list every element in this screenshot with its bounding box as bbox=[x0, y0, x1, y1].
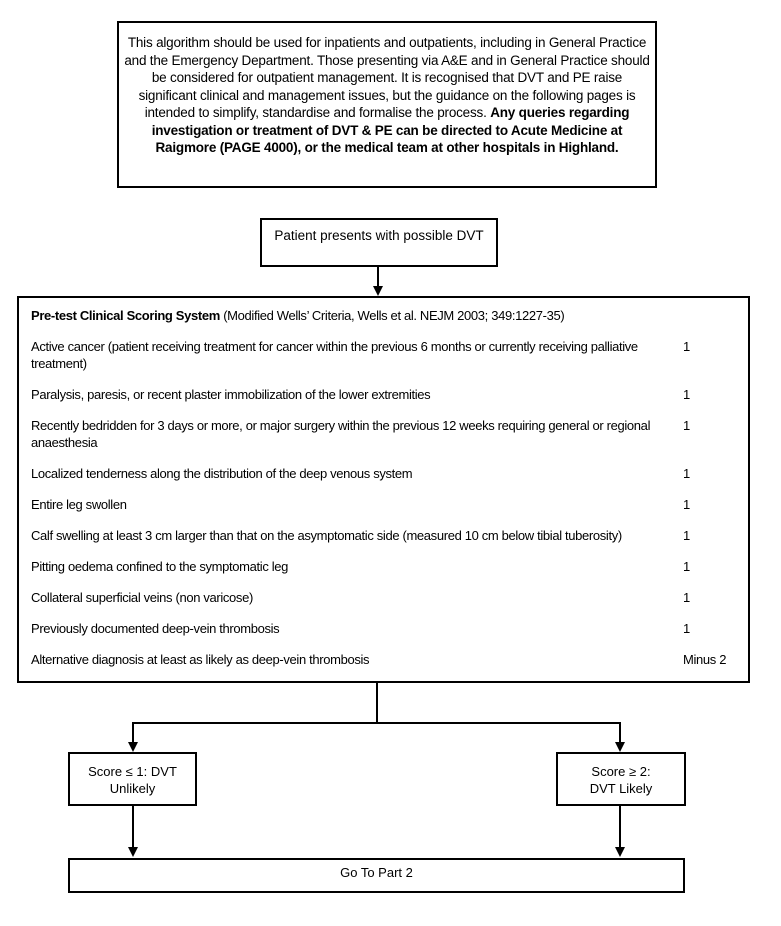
criterion-text: Entire leg swollen bbox=[31, 497, 127, 512]
arrow-likely-to-goto-head bbox=[615, 847, 625, 857]
criterion-text: Collateral superficial veins (non varicose) bbox=[31, 590, 253, 605]
arrow-to-unlikely-line bbox=[132, 724, 134, 742]
outcome-unlikely-line2: Unlikely bbox=[109, 781, 156, 796]
criterion-text: Alternative diagnosis at least as likely as deep-vein thrombosis bbox=[31, 652, 370, 667]
arrow-patient-to-scoring-line bbox=[377, 267, 379, 287]
outcome-unlikely-line1: Score ≤ 1: DVT bbox=[88, 764, 177, 779]
arrow-to-likely-line bbox=[619, 724, 621, 742]
criterion-row-active-cancer bbox=[31, 338, 736, 372]
arrow-unlikely-to-goto-head bbox=[128, 847, 138, 857]
arrow-unlikely-to-goto-line bbox=[132, 806, 134, 847]
criterion-text: Pitting oedema confined to the symptomatic leg bbox=[31, 559, 289, 574]
criterion-row-collateral-veins bbox=[31, 589, 736, 606]
criterion-text: Active cancer (patient receiving treatment for cancer within the previous 6 months or currently receiving palliative treatment) bbox=[31, 339, 638, 371]
patient-presents-box bbox=[260, 218, 498, 267]
outcome-unlikely-box bbox=[68, 752, 197, 806]
criterion-score: 1 bbox=[683, 528, 690, 543]
arrow-likely-to-goto-line bbox=[619, 806, 621, 847]
goto-part2-label: Go To Part 2 bbox=[340, 865, 413, 880]
criterion-score: 1 bbox=[683, 590, 690, 605]
criterion-text: Paralysis, paresis, or recent plaster immobilization of the lower extremities bbox=[31, 387, 431, 402]
criterion-row-tenderness bbox=[31, 465, 736, 482]
criterion-text: Recently bedridden for 3 days or more, or major surgery within the previous 12 weeks requiring general or regional anaesthesia bbox=[31, 418, 651, 450]
criterion-score: 1 bbox=[683, 387, 690, 402]
outcome-likely-line1: Score ≥ 2: bbox=[591, 764, 651, 779]
scoring-box bbox=[17, 296, 750, 683]
criterion-text: Localized tenderness along the distribution of the deep venous system bbox=[31, 466, 413, 481]
arrow-to-unlikely-head bbox=[128, 742, 138, 752]
patient-presents-label: Patient presents with possible DVT bbox=[274, 228, 484, 243]
arrow-to-likely-head bbox=[615, 742, 625, 752]
criterion-score: 1 bbox=[683, 497, 690, 512]
criterion-row-calf-swelling bbox=[31, 527, 736, 544]
criterion-text: Calf swelling at least 3 cm larger than that on the asymptomatic side (measured 10 cm below tibial tuberosity) bbox=[31, 528, 622, 543]
outcome-likely-box bbox=[556, 752, 686, 806]
criterion-score: Minus 2 bbox=[683, 652, 727, 667]
scoring-title bbox=[31, 307, 736, 324]
arrow-patient-to-scoring-head bbox=[373, 286, 383, 296]
intro-text-bold: Any queries regarding investigation or treatment of DVT & PE can be directed to Acute Medicine at Raigmore (PAGE 4000), or the medical team at other hospitals in Highland. bbox=[151, 105, 630, 155]
criterion-row-leg-swollen bbox=[31, 496, 736, 513]
scoring-title-main: Pre-test Clinical Scoring System bbox=[31, 308, 220, 323]
criterion-row-bedridden bbox=[31, 417, 736, 451]
criterion-score: 1 bbox=[683, 621, 690, 636]
intro-text: This algorithm should be used for inpatients and outpatients, including in General Practice and the Emergency Department. Those presenting via A&E and in General Practice should be considered for outpatient management. It is recognised that DVT and PE raise significant clinical and management issues, but the guidance on the following pages is intended to simplify, standardise and formalise the process. bbox=[124, 35, 650, 120]
criterion-row-previous-dvt bbox=[31, 620, 736, 637]
criterion-text: Previously documented deep-vein thrombosis bbox=[31, 621, 280, 636]
outcome-likely-line2: DVT Likely bbox=[589, 781, 653, 796]
criterion-row-paralysis bbox=[31, 386, 736, 403]
criterion-score: 1 bbox=[683, 339, 690, 354]
criterion-row-pitting-oedema bbox=[31, 558, 736, 575]
branch-horizontal-line bbox=[132, 722, 621, 724]
goto-part2-box bbox=[68, 858, 685, 893]
criterion-score: 1 bbox=[683, 466, 690, 481]
criterion-row-alternative-diagnosis bbox=[31, 651, 736, 668]
scoring-title-citation: (Modified Wells’ Criteria, Wells et al. NEJM 2003; 349:1227-35) bbox=[219, 308, 565, 323]
branch-stem-line bbox=[376, 683, 378, 724]
criterion-score: 1 bbox=[683, 418, 690, 433]
intro-box bbox=[117, 21, 657, 188]
criterion-score: 1 bbox=[683, 559, 690, 574]
